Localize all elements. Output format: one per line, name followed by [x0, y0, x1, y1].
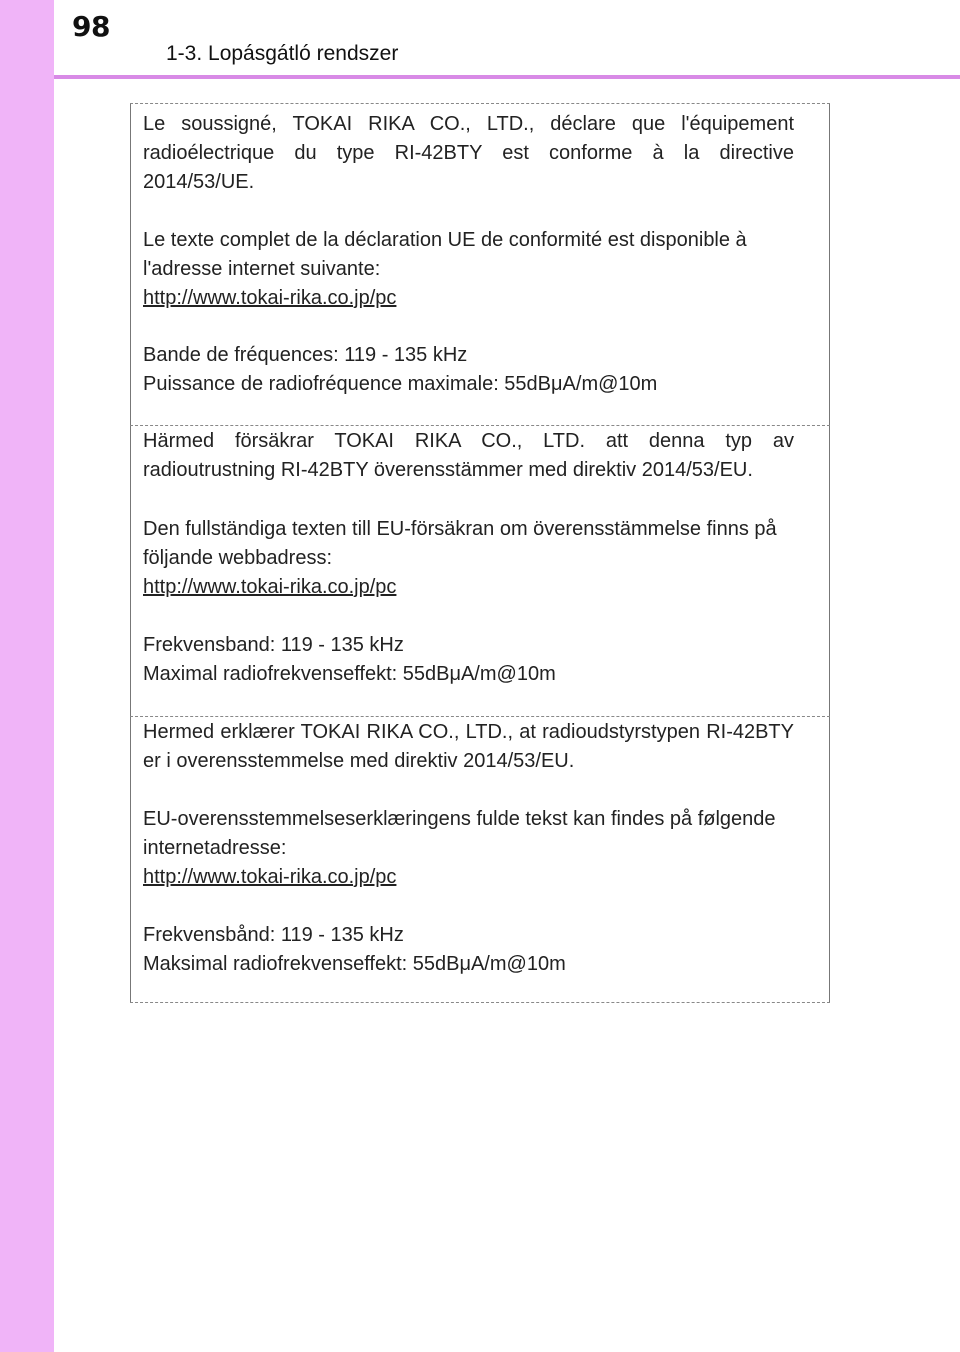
dashed-divider	[130, 103, 830, 104]
full-text-intro-fr: Le texte complet de la déclaration UE de conformité est disponible à l'adresse internet suivante:	[143, 229, 747, 280]
max-power-da: Maksimal radiofrekvenseffekt: 55dBμA/m@10m	[143, 953, 566, 975]
dashed-divider	[130, 425, 830, 426]
dashed-divider	[130, 716, 830, 717]
frequency-band-sv: Frekvensband: 119 - 135 kHz	[143, 634, 404, 656]
declaration-url-da[interactable]: http://www.tokai-rika.co.jp/pc	[143, 866, 397, 888]
frequency-band-da: Frekvensbånd: 119 - 135 kHz	[143, 924, 404, 946]
frequency-band-fr: Bande de fréquences: 119 - 135 kHz	[143, 344, 468, 366]
header-divider	[54, 75, 960, 79]
side-color-band	[0, 0, 54, 1352]
declaration-url-fr[interactable]: http://www.tokai-rika.co.jp/pc	[143, 287, 397, 309]
declaration-text-sv: Härmed försäkrar TOKAI RIKA CO., LTD. att denna typ av radioutrustning RI-42BTY överensstämmer med direktiv 2014/53/EU.	[143, 430, 794, 481]
max-power-fr: Puissance de radiofréquence maximale: 55dBμA/m@10m	[143, 373, 658, 395]
max-power-sv: Maximal radiofrekvenseffekt: 55dBμA/m@10m	[143, 663, 556, 685]
full-text-intro-da: EU-overensstemmelseserklæringens fulde tekst kan findes på følgende internetadresse:	[143, 808, 776, 859]
declaration-text-da: Hermed erklærer TOKAI RIKA CO., LTD., at radioudstyrstypen RI-42BTY er i overensstemmelse med direktiv 2014/53/EU.	[143, 721, 794, 772]
dashed-divider	[130, 1002, 830, 1003]
section-title: 1-3. Lopásgátló rendszer	[166, 42, 399, 65]
declaration-url-sv[interactable]: http://www.tokai-rika.co.jp/pc	[143, 576, 397, 598]
page-number: 98	[72, 10, 110, 43]
declaration-text-fr: Le soussigné, TOKAI RIKA CO., LTD., déclare que l'équipement radioélectrique du type RI-42BTY est conforme à la directive 2014/53/UE.	[143, 113, 794, 193]
full-text-intro-sv: Den fullständiga texten till EU-försäkran om överensstämmelse finns på följande webbadress:	[143, 518, 777, 569]
